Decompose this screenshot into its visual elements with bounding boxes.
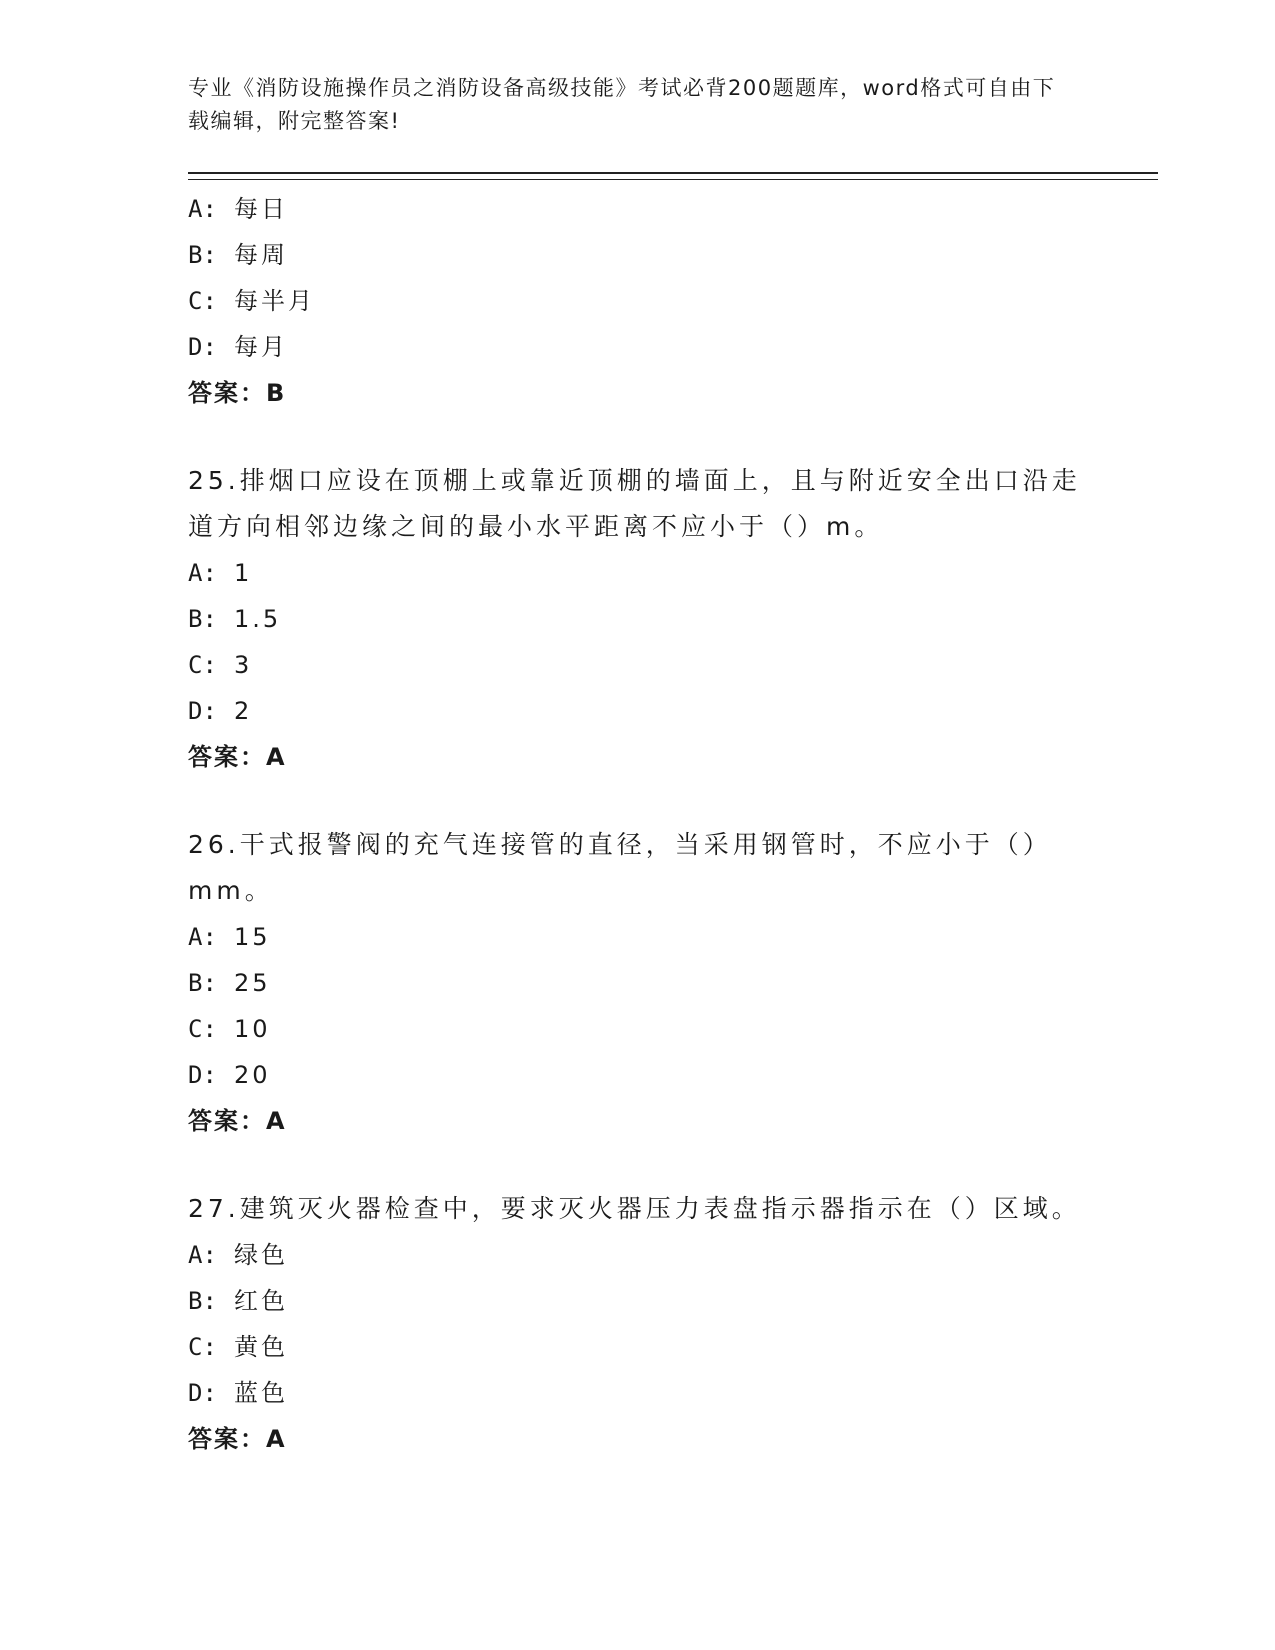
answer-line: 答案：B: [188, 379, 287, 407]
question-block: [188, 458, 1158, 780]
question-text: 25.排烟口应设在顶棚上或靠近顶棚的墙面上，且与附近安全出口沿走道方向相邻边缘之间的最小水平距离不应小于（）m。: [188, 466, 1081, 541]
option-text: 3: [234, 651, 253, 679]
option-letter: B:: [188, 605, 217, 633]
question-block: [188, 186, 1158, 416]
option-b: [188, 232, 1158, 278]
option-text: 15: [234, 923, 271, 951]
answer-line: 答案：A: [188, 1425, 287, 1453]
option-letter: C:: [188, 651, 217, 679]
option-text: 1.5: [234, 605, 282, 633]
option-c: [188, 642, 1158, 688]
answer-line: 答案：A: [188, 743, 287, 771]
option-c: [188, 1006, 1158, 1052]
option-text: 每日: [234, 195, 288, 223]
option-letter: A:: [188, 559, 217, 587]
question-text: 26.干式报警阀的充气连接管的直径，当采用钢管时，不应小于（）mm。: [188, 830, 1052, 905]
option-b: [188, 960, 1158, 1006]
option-b: [188, 1278, 1158, 1324]
option-c: [188, 278, 1158, 324]
option-letter: A:: [188, 1241, 217, 1269]
option-d: [188, 688, 1158, 734]
option-a: [188, 1232, 1158, 1278]
header-rule: [188, 172, 1158, 180]
option-letter: C:: [188, 1333, 217, 1361]
option-letter: D:: [188, 1061, 217, 1089]
question-text: 27.建筑灭火器检查中，要求灭火器压力表盘指示器指示在（）区域。: [188, 1194, 1081, 1223]
document-page: [188, 72, 1158, 1462]
option-letter: B:: [188, 241, 217, 269]
option-text: 绿色: [234, 1241, 288, 1269]
option-b: [188, 596, 1158, 642]
question-block: [188, 822, 1158, 1144]
document-header: 专业《消防设施操作员之消防设备高级技能》考试必背200题题库，word格式可自由下载编辑，附完整答案!: [188, 76, 1056, 133]
option-d: [188, 1370, 1158, 1416]
option-text: 20: [234, 1061, 271, 1089]
option-letter: C:: [188, 1015, 217, 1043]
option-letter: D:: [188, 697, 217, 725]
option-text: 每周: [234, 241, 288, 269]
option-letter: B:: [188, 969, 217, 997]
option-letter: B:: [188, 1287, 217, 1315]
option-letter: A:: [188, 195, 217, 223]
option-text: 红色: [234, 1287, 288, 1315]
option-a: [188, 186, 1158, 232]
option-text: 1: [234, 559, 253, 587]
option-letter: A:: [188, 923, 217, 951]
option-a: [188, 914, 1158, 960]
option-letter: C:: [188, 287, 217, 315]
option-a: [188, 550, 1158, 596]
option-text: 每月: [234, 333, 288, 361]
option-text: 10: [234, 1015, 271, 1043]
option-letter: D:: [188, 333, 217, 361]
option-d: [188, 324, 1158, 370]
question-block: [188, 1186, 1158, 1462]
option-text: 2: [234, 697, 253, 725]
option-c: [188, 1324, 1158, 1370]
option-text: 每半月: [234, 287, 315, 315]
option-text: 黄色: [234, 1333, 288, 1361]
option-d: [188, 1052, 1158, 1098]
option-text: 25: [234, 969, 271, 997]
option-letter: D:: [188, 1379, 217, 1407]
answer-line: 答案：A: [188, 1107, 287, 1135]
option-text: 蓝色: [234, 1379, 288, 1407]
